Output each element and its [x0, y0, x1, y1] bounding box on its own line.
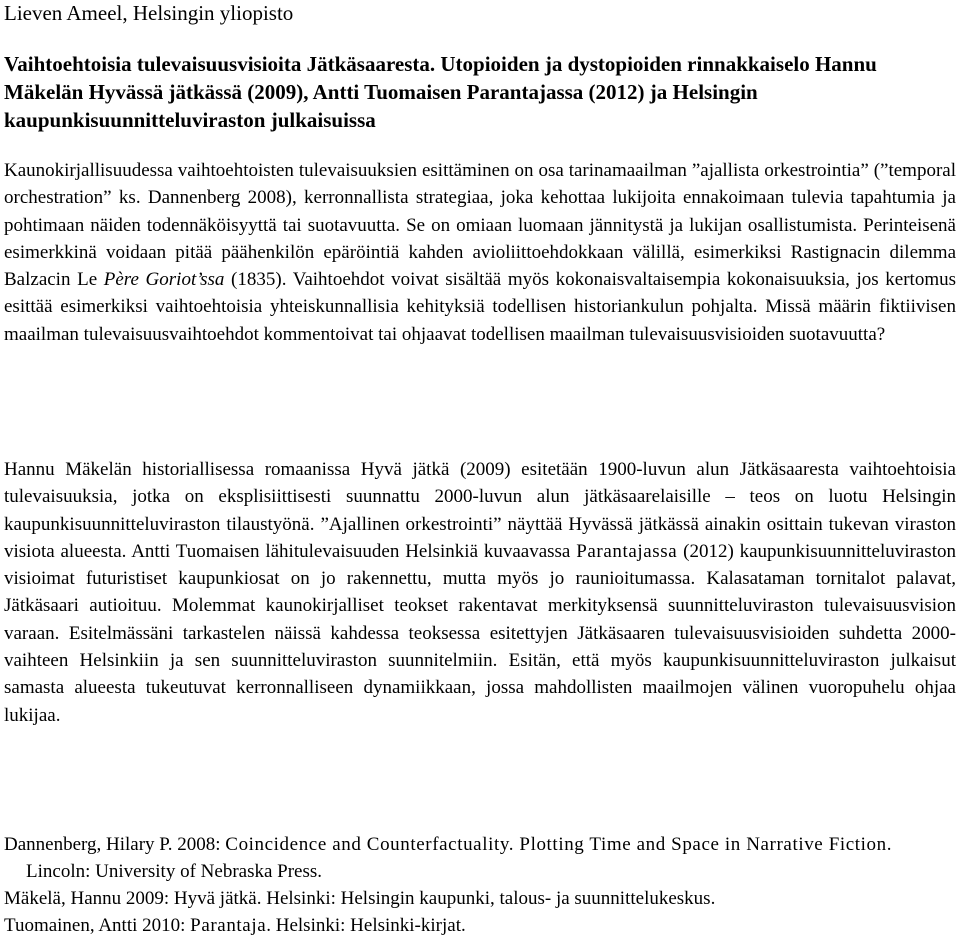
paragraph-1-text-cont: (1835). Vaihtoehdot voivat sisältää myös kokonaisvaltaisempia kokonaisuuksia, jos kertomus esittää esimerkiksi vaihtoehtoisia yhteiskunnallisia kehityksiä todellisen historiankulun pohjalta. Missä määrin fiktiivisen maailman tulevaisuusvaihtoehdot kommentoivat tai ohjaavat todellisen maailman tulevaisuusvisioiden suotavuutta? [4, 269, 956, 345]
reference-title: Parantaja [190, 915, 267, 936]
reference-publisher: Lincoln: University of Nebraska Press. [26, 861, 323, 882]
body-paragraph-1 [4, 157, 956, 348]
book-title-italic: Père Goriot’ssa [103, 269, 225, 291]
reference-author: Mäkelä, Hannu 2009: Hyvä jätkä. Helsinki: Helsingin kaupunki, talous- ja suunnittelukeskus. [4, 888, 716, 909]
reference-item [4, 885, 956, 912]
reference-publisher: . Helsinki: Helsinki-kirjat. [266, 915, 466, 936]
reference-title: Coincidence and Counterfactuality. Plotting Time and Space in Narrative Fiction. [225, 834, 893, 855]
paragraph-2-text: Hannu Mäkelän historiallisessa romaanissa Hyvä jätkä (2009) esitetään 1900-luvun alun Jätkäsaaresta vaihtoehtoisia tulevaisuuksia, jotka on eksplisiittisesti suunnattu 2000-luvun alun jätkäsaarelaisille – teos on luotu Helsingin kaupunkisuunnitteluviraston tilaustyönä. ”Ajallinen orkestrointi” näyttää Hyvässä jätkässä ainakin osittain tukevan viraston visiota alueesta. Antti Tuomaisen lähitulevaisuuden Helsinkiä kuvaavassa [4, 459, 956, 562]
reference-author: Tuomainen, Antti 2010: [4, 915, 191, 936]
reference-author: Dannenberg, Hilary P. 2008: [4, 834, 226, 855]
paragraph-2-text-cont: (2012) kaupunkisuunnitteluviraston visioimat futuristiset kaupunkiosat on jo rakennettu, mutta myös jo raunioitumassa. Kalasataman tornitalot palavat, Jätkäsaari autioituu. Molemmat kaunokirjalliset teokset rakentavat merkityksensä suunnitteluviraston tulevaisuusvision varaan. Esitelmässäni tarkastelen näissä kahdessa teoksessa esitettyjen Jätkäsaaren tulevaisuusvisioiden suhdetta 2000-vaihteen Helsinkiin ja sen suunnitteluviraston suunnitelmiin. Esitän, että myös kaupunkisuunnitteluviraston julkaisut samasta alueesta tukeutuvat kerronnalliseen dynamiikkaan, jossa mahdollisten maailmojen välinen vuoropuhelu ohjaa lukijaa. [4, 540, 956, 726]
paragraph-1-text: Kaunokirjallisuudessa vaihtoehtoisten tulevaisuuksien esittäminen on osa tarinamaailman ”ajallista orkestrointia” (”temporal orchestration” ks. Dannenberg 2008), kerronnallista strategiaa, joka kehottaa lukijoita ennakoimaan tulevia tapahtumia ja pohtimaan näiden todennäköisyyttä tai suotavuutta. Se on omiaan luomaan jännitystä ja lukijan osallistumista. Perinteisenä esimerkkinä voidaan pitää päähenkilön epäröintiä kahden avioliittoehdokkaan välillä, esimerkiksi Rastignacin dilemma Balzacin Le [4, 160, 956, 291]
reference-item [4, 831, 956, 885]
reference-item [4, 912, 956, 939]
body-paragraph-2 [4, 456, 956, 729]
article-title: Vaihtoehtoisia tulevaisuusvisioita Jätkäsaaresta. Utopioiden ja dystopioiden rinnakkaiselo Hannu Mäkelän Hyvässä jätkässä (2009), Antti Tuomaisen Parantajassa (2012) ja Helsingin kaupunkisuunnitteluviraston julkaisuissa [4, 52, 877, 132]
book-title-spaced: Parantajassa [576, 540, 678, 562]
author-line: Lieven Ameel, Helsingin yliopisto [4, 1, 294, 25]
references-list [4, 831, 956, 939]
